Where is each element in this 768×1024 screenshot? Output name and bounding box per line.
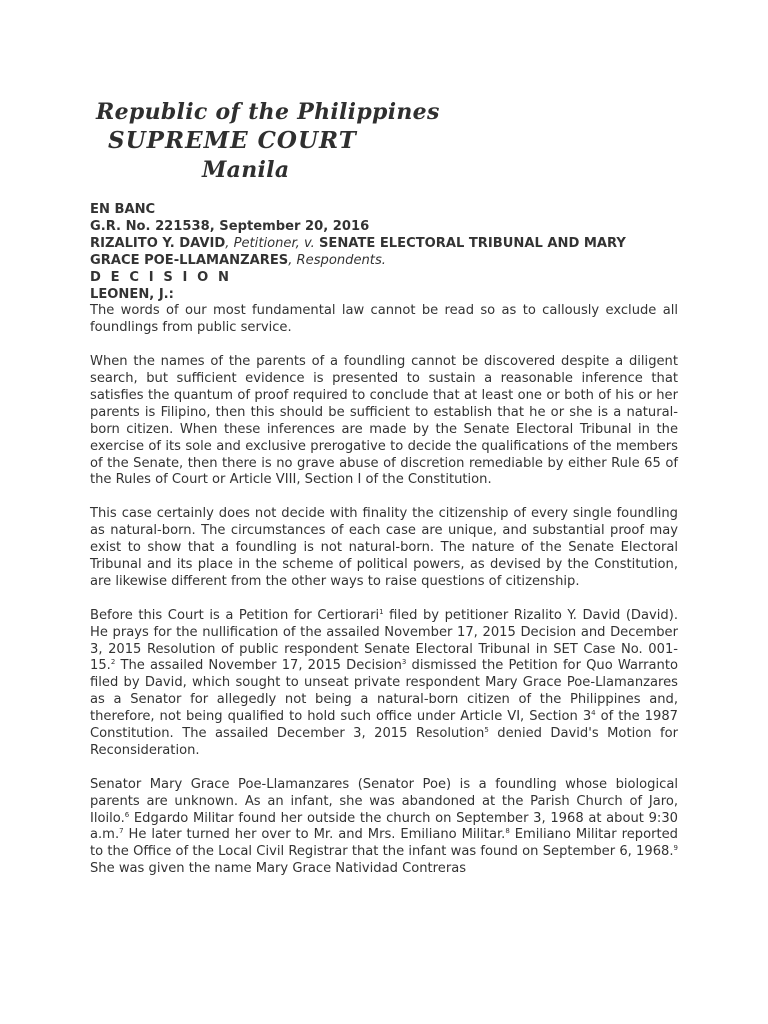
footnote-ref-7[interactable]: 7 xyxy=(119,827,124,836)
paragraph-4: Before this Court is a Petition for Certiorari$^1$ filed by petitioner Rizalito Y. David (David). He prays for the nullification of the assailed November 17, 2015 Decision and December 3, 2015 Resolution of public respondent Senate Electoral Tribunal in SET Case No. 001-15.$^2$ The assailed November 17, 2015 Decision$^3$ dismissed the Petition for Quo Warranto filed by David, which sought to unseat private respondent Mary Grace Poe-Llamanzares as a Senator for allegedly not being a natural-born citizen of the Philippines and, therefore, not being qualified to hold such office under Article VI, Section 3$^4$ of the 1987 Constitution. The assailed December 3, 2015 Resolution$^5$ denied David's Motion for Reconsideration. xyxy=(90,607,679,758)
footnote-ref-2[interactable]: 2 xyxy=(110,658,116,667)
masthead-republic: Republic of the Philippines xyxy=(96,99,440,125)
footnote-ref-4[interactable]: 4 xyxy=(591,709,596,718)
decision-content xyxy=(90,202,678,895)
petitioner-name: RIZALITO Y. DAVID xyxy=(90,235,226,251)
respondents-role: , Respondents. xyxy=(288,252,386,268)
paragraph-3: This case certainly does not decide with finality the citizenship of every single foundling as natural-born. The circumstances of each case are unique, and substantial proof may exist to show that a foundling is not natural-born. The nature of the Senate Electoral Tribunal and its place in the scheme of political powers, as devised by the Constitution, are likewise different from the other ways to raise questions of citizenship. xyxy=(90,506,678,589)
decision-heading: D E C I S I O N xyxy=(90,269,232,285)
footnote-ref-6[interactable]: 6 xyxy=(124,810,130,819)
court-masthead xyxy=(90,98,440,184)
footnote-ref-3[interactable]: 3 xyxy=(401,658,407,667)
petitioner-role: , Petitioner, v. xyxy=(225,235,319,251)
respondents-names: SENATE ELECTORAL TRIBUNAL AND MARY GRACE POE-LLAMANZARES xyxy=(90,235,626,268)
footnote-ref-9[interactable]: 9 xyxy=(673,844,678,853)
case-parties xyxy=(90,236,678,270)
paragraph-2: When the names of the parents of a foundling cannot be discovered despite a diligent search, but sufficient evidence is presented to sustain a reasonable inference that satisfies the quantum of proof required to conclude that at least one or both of his or her parents is Filipino, then this should be sufficient to establish that he or she is a natural-born citizen. When these inferences are made by the Senate Electoral Tribunal in the exercise of its sole and exclusive prerogative to decide the qualifications of the members of the Senate, then there is no grave abuse of discretion remediable by either Rule 65 of the Rules of Court or Article VIII, Section I of the Constitution. xyxy=(90,354,678,488)
footnote-ref-8[interactable]: 8 xyxy=(505,827,510,836)
paragraph-1: The words of our most fundamental law cannot be read so as to callously exclude all foundlings from public service. xyxy=(90,303,678,336)
case-number: G.R. No. 221538, September 20, 2016 xyxy=(90,218,370,234)
division-label: EN BANC xyxy=(90,202,156,217)
paragraph-5: Senator Mary Grace Poe-Llamanzares (Senator Poe) is a foundling whose biological parents are unknown. As an infant, she was abandoned at the Parish Church of Jaro, Iloilo.$^6$ Edgardo Militar found her outside the church on September 3, 1968 at about 9:30 a.m.$^7$ He later turned her over to Mr. and Mrs. Emiliano Militar.$^8$ Emiliano Militar reported to the Office of the Local Civil Registrar that the infant was found on September 6, 1968.$^9$ She was given the name Mary Grace Natividad Contreras xyxy=(90,776,678,877)
masthead-manila: Manila xyxy=(202,157,290,183)
footnote-ref-5[interactable]: 5 xyxy=(484,726,489,735)
ponente-name: LEONEN, J.: xyxy=(90,286,174,302)
masthead-supreme-court: SUPREME COURT xyxy=(108,127,357,154)
footnote-ref-1[interactable]: 1 xyxy=(379,607,384,616)
